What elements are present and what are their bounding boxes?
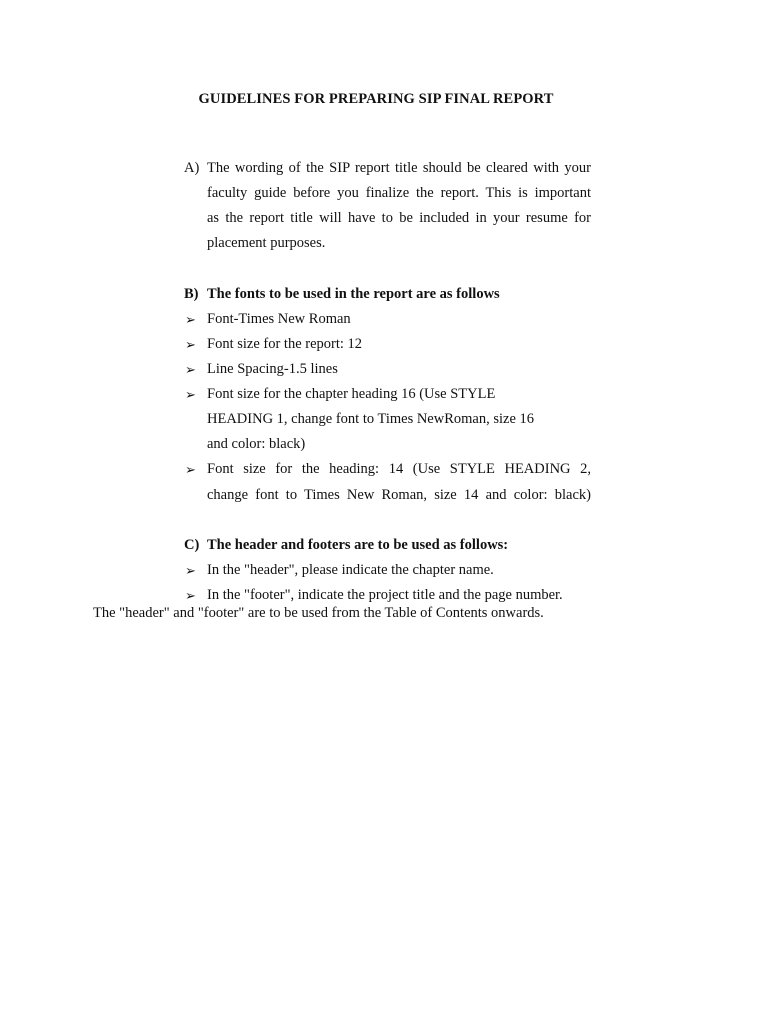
section-a-line: faculty guide before you finalize the report. This is important — [207, 185, 591, 201]
arrowhead-bullet-icon: ➢ — [185, 337, 196, 352]
list-item-continuation: and color: black) — [207, 436, 306, 452]
list-item: Line Spacing-1.5 lines — [207, 361, 338, 377]
arrowhead-bullet-icon: ➢ — [185, 312, 196, 327]
section-a-marker: A) — [184, 160, 200, 176]
section-a-line: placement purposes. — [207, 235, 326, 251]
list-item: In the "header", please indicate the chapter name. — [207, 562, 494, 578]
section-b-marker: B) — [184, 286, 199, 302]
arrowhead-bullet-icon: ➢ — [185, 588, 196, 603]
arrowhead-bullet-icon: ➢ — [185, 362, 196, 377]
arrowhead-bullet-icon: ➢ — [185, 563, 196, 578]
section-c-marker: C) — [184, 537, 200, 553]
section-c-heading: The header and footers are to be used as follows: — [207, 537, 509, 553]
arrowhead-bullet-icon: ➢ — [185, 387, 196, 402]
section-a-line: as the report title will have to be included in your resume for — [207, 210, 591, 226]
list-item: Font-Times New Roman — [207, 311, 351, 327]
document-title: GUIDELINES FOR PREPARING SIP FINAL REPORT — [198, 91, 554, 107]
arrowhead-bullet-icon: ➢ — [185, 462, 196, 477]
list-item: Font size for the chapter heading 16 (Use STYLE — [207, 386, 496, 402]
section-b-heading: The fonts to be used in the report are as follows — [207, 286, 500, 302]
list-item: In the "footer", indicate the project title and the page number. — [207, 587, 563, 603]
list-item-continuation: HEADING 1, change font to Times NewRoman, size 16 — [207, 411, 535, 427]
list-item-continuation: change font to Times New Roman, size 14 and color: black) — [207, 487, 591, 503]
list-item: Font size for the report: 12 — [207, 336, 363, 352]
list-item: Font size for the heading: 14 (Use STYLE HEADING 2, — [207, 461, 591, 477]
closing-line: The "header" and "footer" are to be used from the Table of Contents onwards. — [93, 605, 544, 621]
section-a-line: The wording of the SIP report title should be cleared with your — [207, 160, 591, 176]
